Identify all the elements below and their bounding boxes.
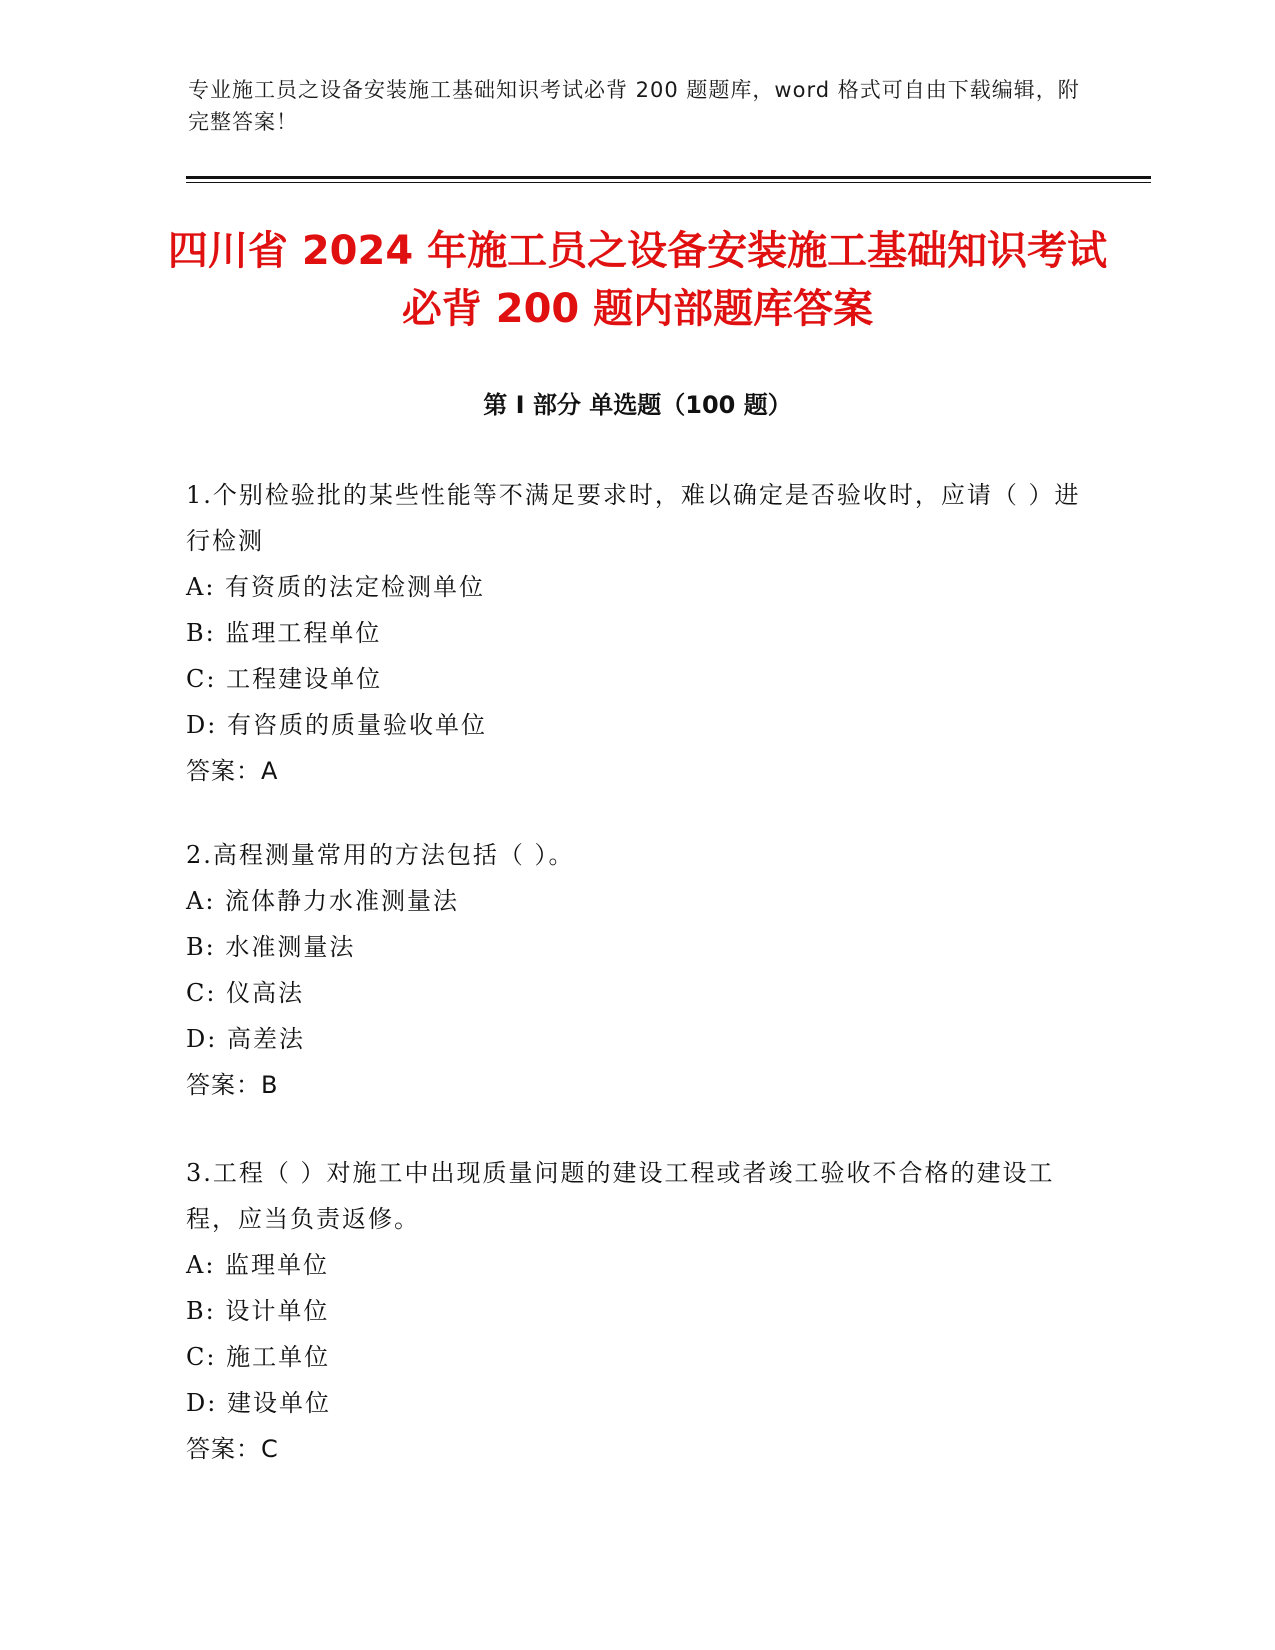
option-c: C: 施工单位: [186, 1343, 331, 1371]
option-a: A: 流体静力水准测量法: [186, 887, 460, 915]
header-divider-thick: [186, 176, 1151, 179]
option-b: B: 水准测量法: [186, 933, 356, 961]
option-c: C: 工程建设单位: [186, 665, 383, 693]
document-title: 四川省 2024 年施工员之设备安装施工基础知识考试必背 200 题内部题库答案: [167, 228, 1108, 332]
question-block: [186, 472, 1086, 794]
question-stem: 3.工程（ ）对施工中出现质量问题的建设工程或者竣工验收不合格的建设工程，应当负责返修。: [186, 1159, 1055, 1233]
option-d: D: 建设单位: [186, 1389, 331, 1417]
answer-line: 答案：B: [186, 1071, 279, 1099]
option-a: A: 有资质的法定检测单位: [186, 573, 486, 601]
header-note: 专业施工员之设备安装施工基础知识考试必背 200 题题库，word 格式可自由下载编辑，附完整答案！: [188, 78, 1080, 134]
answer-line: 答案：A: [186, 757, 279, 785]
option-b: B: 设计单位: [186, 1297, 330, 1325]
section-heading: 第 I 部分 单选题（100 题）: [483, 391, 792, 419]
option-c: C: 仪高法: [186, 979, 305, 1007]
header-divider-thin: [186, 182, 1151, 183]
question-block: [186, 832, 1086, 1108]
option-a: A: 监理单位: [186, 1251, 330, 1279]
option-d: D: 高差法: [186, 1025, 305, 1053]
answer-line: 答案：C: [186, 1435, 279, 1463]
question-stem: 2.高程测量常用的方法包括（ ）。: [186, 841, 575, 869]
question-block: [186, 1150, 1086, 1472]
option-b: B: 监理工程单位: [186, 619, 382, 647]
option-d: D: 有咨质的质量验收单位: [186, 711, 487, 739]
question-stem: 1.个别检验批的某些性能等不满足要求时，难以确定是否验收时，应请（ ）进行检测: [186, 481, 1081, 555]
